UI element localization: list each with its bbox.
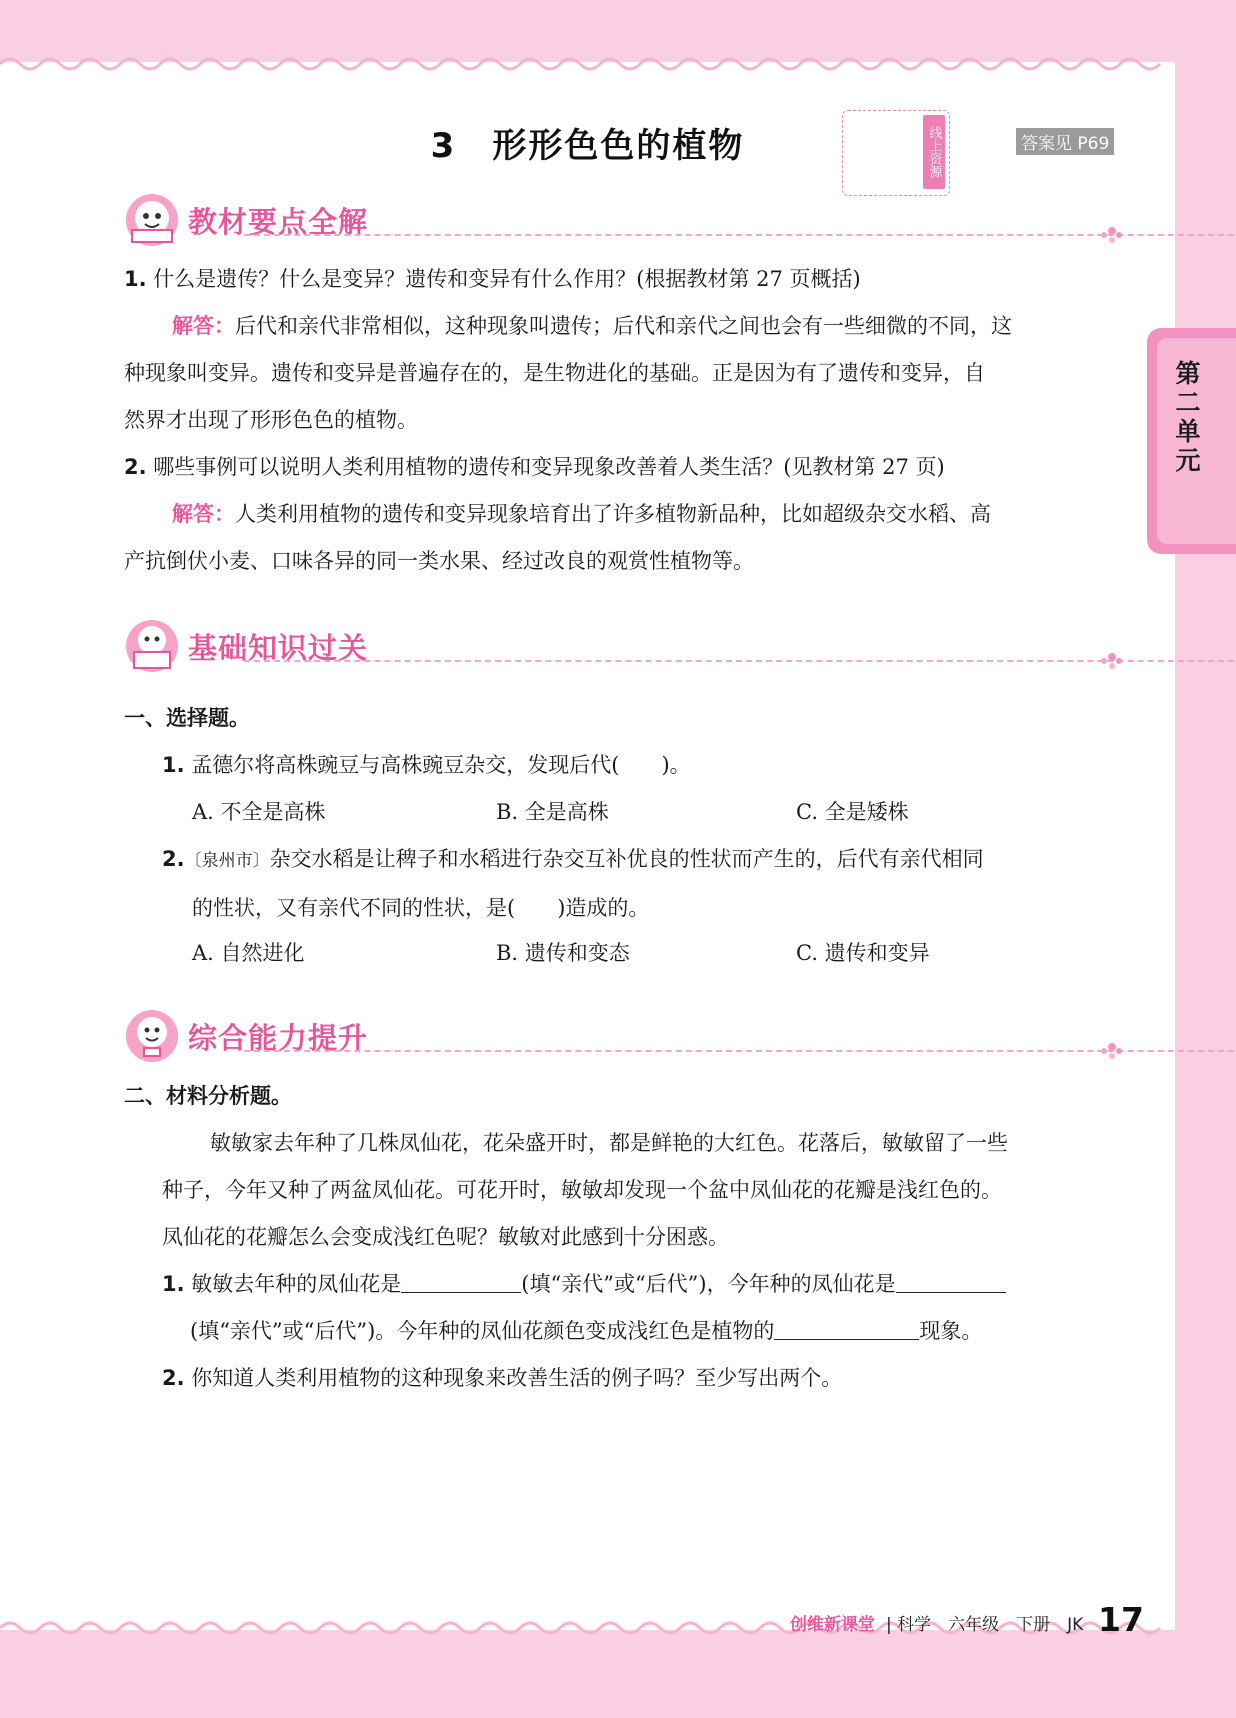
- textbook-answer-1: 解答：后代和亲代非常相似，这种现象叫遗传；后代和亲代之间也会有一些细微的不同，这 种现象叫变异。遗传和变异是普遍存在的，是生物进化的基础。正是因为有了遗传和变异，自 然界才出现了形形色色的植物。: [124, 314, 1012, 432]
- section-header-basic: [124, 618, 1114, 674]
- mascot-trophy-icon: [124, 1008, 180, 1064]
- basic-question-2-options: [192, 930, 1092, 977]
- unit-side-tab[interactable]: [1147, 328, 1236, 554]
- advanced-question-1: 1. 敏敏去年种的凤仙花是 (填“亲代”或“后代”)，今年种的凤仙花是 (填“亲代”或“后代”)。今年种的凤仙花颜色变成浅红色是植物的 现象。: [162, 1261, 1122, 1355]
- textbook-answer-2: 解答：人类利用植物的遗传和变异现象培育出了许多植物新品种，比如超级杂交水稻、高 产抗倒伏小麦、口味各异的同一类水果、经过改良的观赏性植物等。: [124, 502, 991, 573]
- option-c[interactable]: C. 全是矮株: [796, 800, 909, 824]
- category-choice: 一、选择题。: [124, 706, 250, 730]
- region-tag: 〔泉州市〕: [184, 851, 270, 871]
- page-number: 17: [1098, 1600, 1144, 1639]
- section-header-advanced: [124, 1008, 1114, 1064]
- answer-blank-1[interactable]: [401, 1268, 521, 1293]
- answer-blank-2[interactable]: [896, 1268, 1006, 1293]
- decorative-dots-icon: [1100, 1042, 1122, 1060]
- mascot-book-icon: [124, 192, 180, 248]
- material-paragraph: 敏敏家去年种了几株凤仙花，花朵盛开时，都是鲜艳的大红色。花落后，敏敏留了一些 种子，今年又种了两盆凤仙花。可花开时，敏敏却发现一个盆中凤仙花的花瓣是浅红色的。 凤仙花的花瓣怎么会变成浅红色呢？敏敏对此感到十分困惑。: [162, 1131, 1008, 1249]
- page-title: 3 形形色色的植物: [430, 126, 745, 166]
- basic-question-1-options: [192, 789, 1092, 836]
- basic-question-1: 1. 孟德尔将高株豌豆与高株豌豆杂交，发现后代( )。: [162, 753, 691, 777]
- decorative-dots-icon: [1100, 226, 1122, 244]
- textbook-question-2: 2. 哪些事例可以说明人类利用植物的遗传和变异现象改善着人类生活？(见教材第 27 页): [124, 455, 945, 479]
- section-header-textbook: [124, 192, 1114, 248]
- divider: [244, 660, 1234, 662]
- answer-label: 解答：: [172, 502, 235, 526]
- advanced-question-2: 2. 你知道人类利用植物的这种现象来改善生活的例子吗？至少写出两个。: [162, 1366, 843, 1390]
- online-resource-label: 线上资源: [923, 115, 945, 189]
- divider: [244, 234, 1234, 236]
- textbook-question-1: 1. 什么是遗传？什么是变异？遗传和变异有什么作用？(根据教材第 27 页概括): [124, 267, 861, 291]
- wavy-border-top: [0, 42, 1236, 82]
- book-info: | 科学 六年级 下册 JK: [886, 1615, 1084, 1635]
- mascot-reading-icon: [124, 618, 180, 674]
- answer-reference-badge: 答案见 P69: [1016, 128, 1114, 155]
- option-a[interactable]: A. 不全是高株: [192, 800, 326, 824]
- option-b[interactable]: B. 全是高株: [496, 800, 609, 824]
- page-footer: [790, 1600, 1170, 1640]
- section-title: 教材要点全解: [188, 205, 369, 239]
- section-title: 综合能力提升: [188, 1021, 369, 1055]
- unit-side-tab-label: 第二单元: [1172, 360, 1201, 476]
- basic-question-2: 2.〔泉州市〕杂交水稻是让稗子和水稻进行杂交互补优良的性状而产生的，后代有亲代相同 的性状，又有亲代不同的性状，是( )造成的。: [162, 847, 984, 920]
- online-resource-box[interactable]: [842, 110, 950, 196]
- option-b[interactable]: B. 遗传和变态: [496, 941, 630, 965]
- answer-label: 解答：: [172, 314, 235, 338]
- option-c[interactable]: C. 遗传和变异: [796, 941, 930, 965]
- section-title: 基础知识过关: [188, 631, 369, 665]
- option-a[interactable]: A. 自然进化: [192, 941, 305, 965]
- divider: [244, 1050, 1234, 1052]
- category-analysis: 二、材料分析题。: [124, 1084, 292, 1108]
- decorative-dots-icon: [1100, 652, 1122, 670]
- brand-name: 创维新课堂: [790, 1615, 875, 1635]
- answer-blank-3[interactable]: [774, 1315, 919, 1340]
